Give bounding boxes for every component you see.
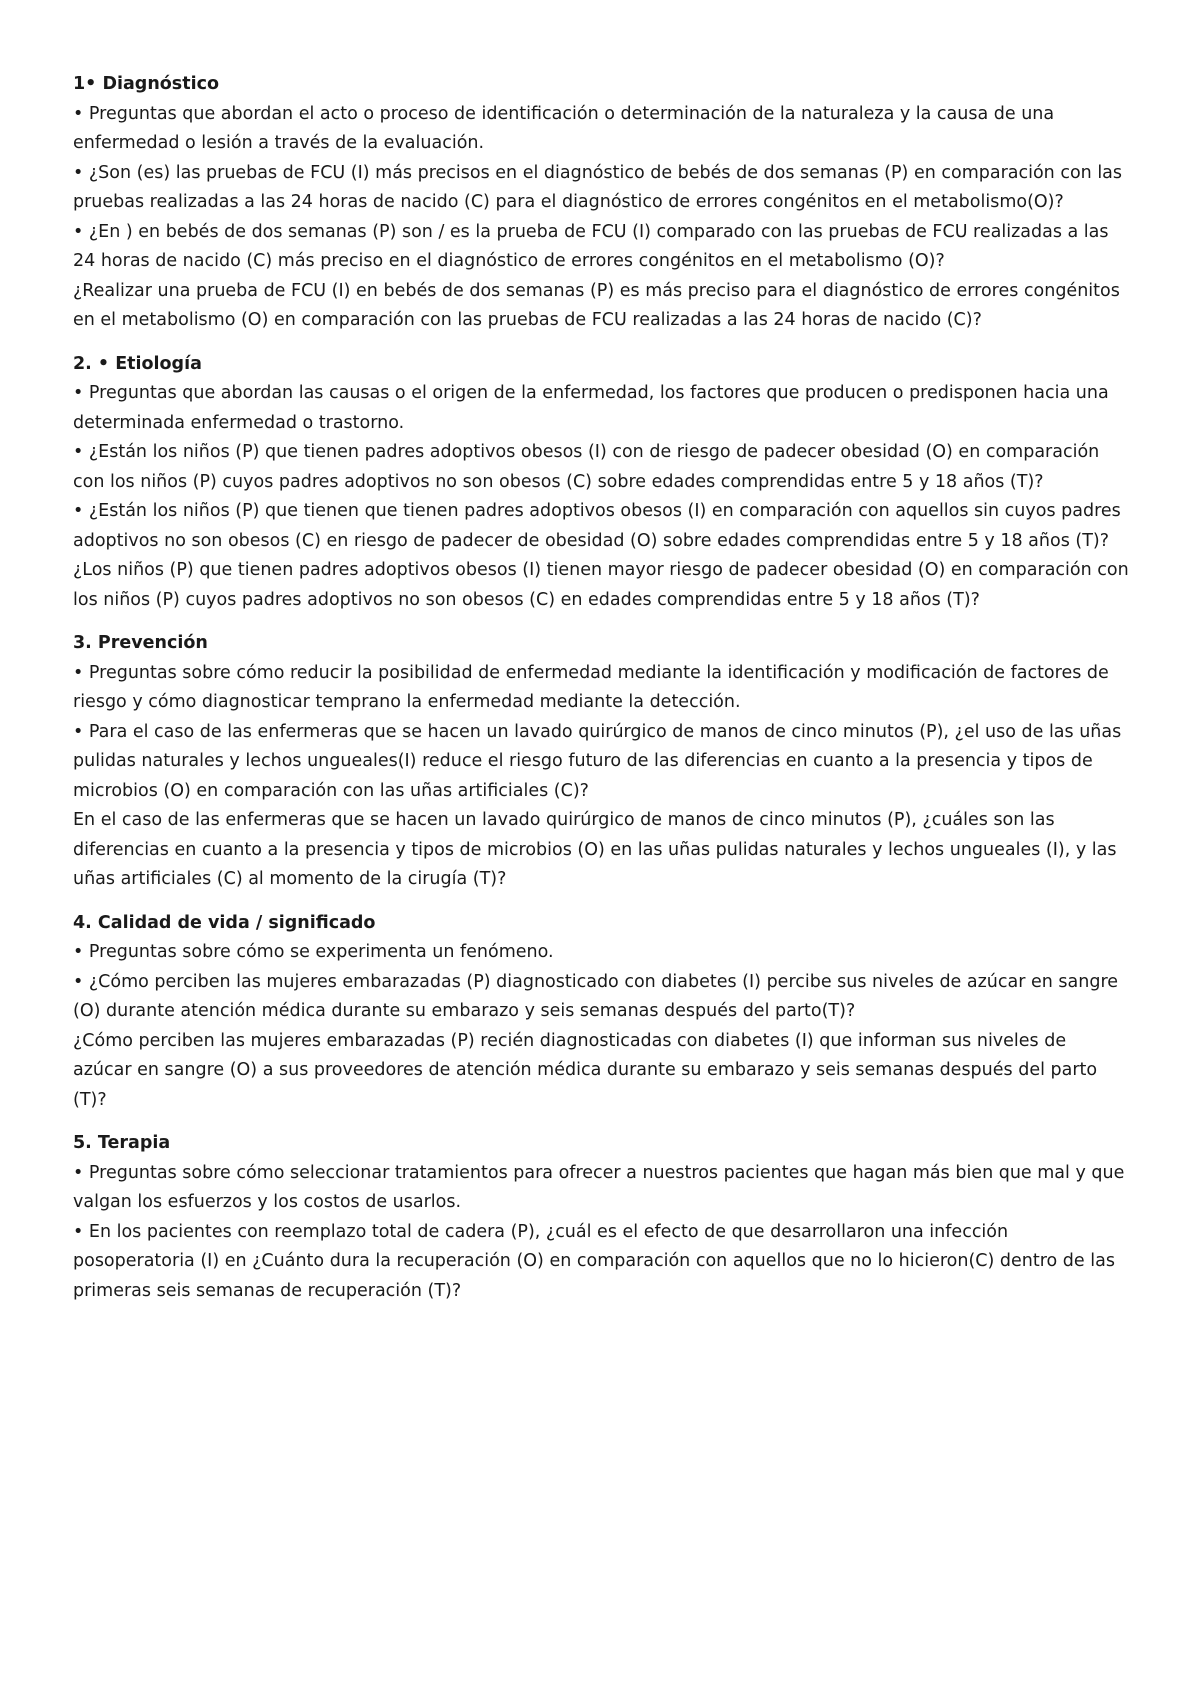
section-diagnostico <box>73 70 1130 336</box>
bullet-paragraph: • Preguntas que abordan el acto o proceso de identificación o determinación de la naturaleza y la causa de una enfermedad o lesión a través de la evaluación. <box>73 103 1055 153</box>
final-question: En el caso de las enfermeras que se hacen un lavado quirúrgico de manos de cinco minutos (P), ¿cuáles son las diferencias en cuanto a la presencia y tipos de microbios (O) en las uñas pulidas naturales y lechos ungueales (I), y las uñas artificiales (C) al momento de la cirugía (T)? <box>73 810 1117 889</box>
section-heading: 4. Calidad de vida / significado <box>73 912 376 933</box>
bullet-paragraph: • Preguntas sobre cómo se experimenta un fenómeno. <box>73 942 554 962</box>
final-question: ¿Realizar una prueba de FCU (I) en bebés de dos semanas (P) es más preciso para el diagnóstico de errores congénitos en el metabolismo (O) en comparación con las pruebas de FCU realizadas a las 24 horas de nacido (C)? <box>73 280 1120 330</box>
section-etiologia <box>73 350 1130 616</box>
section-heading: 2. • Etiología <box>73 353 202 374</box>
bullet-paragraph: • ¿Cómo perciben las mujeres embarazadas (P) diagnosticado con diabetes (I) percibe sus niveles de azúcar en sangre (O) durante atención médica durante su embarazo y seis semanas después del parto(T)? <box>73 971 1119 1021</box>
section-calidad-de-vida <box>73 909 1130 1116</box>
bullet-paragraph: • ¿Son (es) las pruebas de FCU (I) más precisos en el diagnóstico de bebés de dos semanas (P) en comparación con las pruebas realizadas a las 24 horas de nacido (C) para el diagnóstico de errores congénitos en el metabolismo(O)? <box>73 162 1123 212</box>
section-heading: 3. Prevención <box>73 633 208 653</box>
bullet-paragraph: • Preguntas sobre cómo reducir la posibilidad de enfermedad mediante la identificación y modificación de factores de riesgo y cómo diagnosticar temprano la enfermedad mediante la detección. <box>73 662 1109 712</box>
final-question: ¿Cómo perciben las mujeres embarazadas (P) recién diagnosticadas con diabetes (I) que informan sus niveles de azúcar en sangre (O) a sus proveedores de atención médica durante su embarazo y seis semanas después del parto (T)? <box>73 1030 1098 1110</box>
bullet-paragraph: • ¿Están los niños (P) que tienen padres adoptivos obesos (I) con de riesgo de padecer obesidad (O) en comparación con los niños (P) cuyos padres adoptivos no son obesos (C) sobre edades comprendidas entre 5 y 18 años (T)? <box>73 442 1100 492</box>
bullet-paragraph: • Preguntas que abordan las causas o el origen de la enfermedad, los factores que producen o predisponen hacia una determinada enfermedad o trastorno. <box>73 383 1109 433</box>
bullet-paragraph: • ¿Están los niños (P) que tienen que tienen padres adoptivos obesos (I) en comparación con aquellos sin cuyos padres adoptivos no son obesos (C) en riesgo de padecer de obesidad (O) sobre edades comprendidas entre 5 y 18 años (T)? <box>73 501 1121 551</box>
section-prevencion <box>73 629 1130 895</box>
bullet-paragraph: • ¿En ) en bebés de dos semanas (P) son / es la prueba de FCU (I) comparado con las pruebas de FCU realizadas a las 24 horas de nacido (C) más preciso en el diagnóstico de errores congénitos en el metabolismo (O)? <box>73 221 1109 271</box>
bullet-paragraph: • En los pacientes con reemplazo total de cadera (P), ¿cuál es el efecto de que desarrollaron una infección posoperatoria (I) en ¿Cuánto dura la recuperación (O) en comparación con aquellos que no lo hicieron(C) dentro de las primeras seis semanas de recuperación (T)? <box>73 1221 1115 1301</box>
final-question: ¿Los niños (P) que tienen padres adoptivos obesos (I) tienen mayor riesgo de padecer obesidad (O) en comparación con los niños (P) cuyos padres adoptivos no son obesos (C) en edades comprendidas entre 5 y 18 años (T)? <box>73 560 1129 610</box>
section-heading: 1• Diagnóstico <box>73 74 219 94</box>
section-heading: 5. Terapia <box>73 1133 171 1153</box>
section-terapia <box>73 1129 1130 1306</box>
bullet-paragraph: • Para el caso de las enfermeras que se hacen un lavado quirúrgico de manos de cinco minutos (P), ¿el uso de las uñas pulidas naturales y lechos ungueales(I) reduce el riesgo futuro de las diferencias en cuanto a la presencia y tipos de microbios (O) en comparación con las uñas artificiales (C)? <box>73 721 1122 801</box>
bullet-paragraph: • Preguntas sobre cómo seleccionar tratamientos para ofrecer a nuestros pacientes que hagan más bien que mal y que valgan los esfuerzos y los costos de usarlos. <box>73 1162 1125 1212</box>
